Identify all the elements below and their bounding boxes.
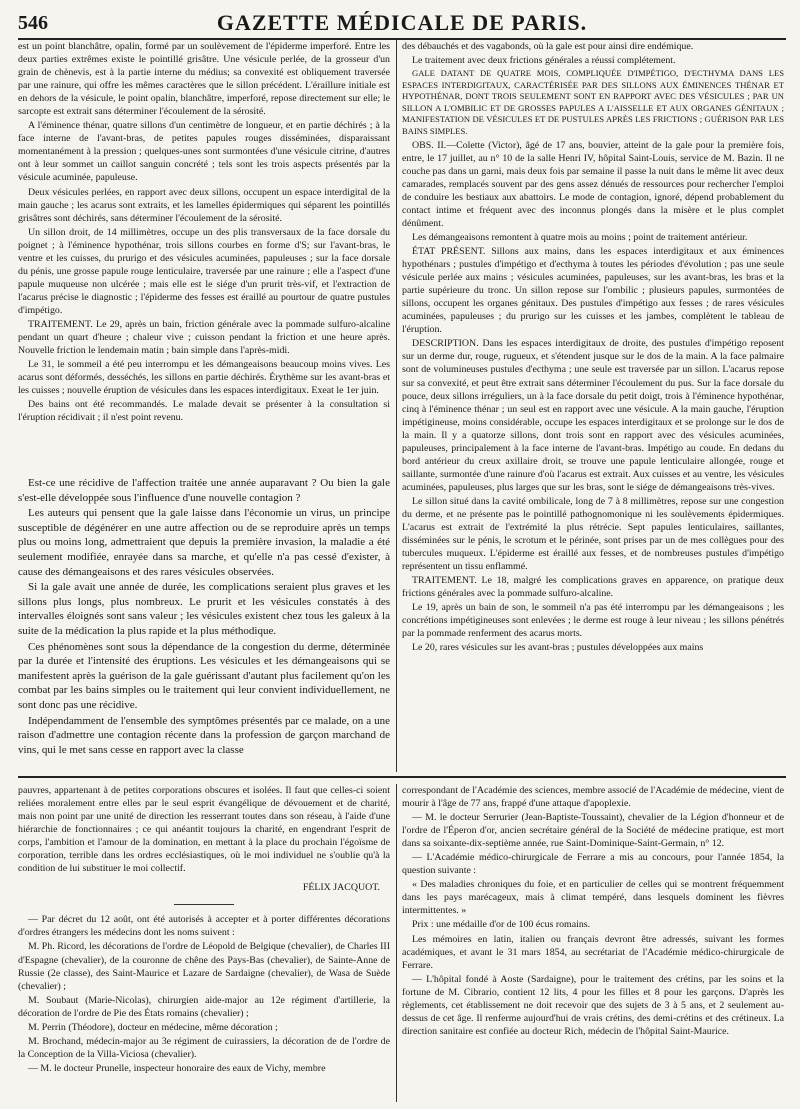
news-item: M. Perrin (Théodore), docteur en médecine, même décoration ; xyxy=(28,1021,278,1033)
paragraph: Un sillon droit, de 14 millimètres, occupe un des plis transversaux de la face dorsale du poignet ; à l'éminence hypothénar, trois sillons courbes en forme d'S; sur l'avant-bras, le ventre et les cuisses, du prurigo et des vésicules acuminées, papuleuses ; sur la face dorsale du pénis, une grosse papule rouge lenticulaire, traversée par une rainure ; elle a l'aspect d'une papule muqueuse non ulcérée ; mais elle est le siége d'un prurit très-vif, et l'extraction de l'acarus précise le diagnostic ; l'épiderme des fesses est éraillé au pourtour de quatre pustules d'impétigo. xyxy=(18,226,390,316)
column-divider xyxy=(396,784,397,1102)
column-divider xyxy=(396,40,397,772)
news-item: — L'hôpital fondé à Aoste (Sardaigne), pour le traitement des crétins, par les soins et la fortune de M. Cibrario, contient 12 lits, 4 pour les filles et 8 pour les garçons. D'après les règlements, cet établissement ne doit recevoir que des sujets de 3 à 5 ans, et 2 seulement au-dessus de cet âge. Il renferme aujourd'hui de vrais crétins, des demi-crétins et des crétineux. La direction sanitaire est confiée au docteur Rich, médecin de l'hôpital Saint-Maurice. xyxy=(402,973,784,1037)
paragraph: Le 19, après un bain de son, le sommeil n'a pas été interrompu par les démangeaisons ; les concrétions impétigineuses sont enlevées ; le derme est rouge à leur niveau ; les sillons pénétrés par la pommade renferment des acarus morts. xyxy=(402,602,784,640)
bottom-right-column xyxy=(402,784,784,1104)
paragraph: Indépendamment de l'ensemble des symptômes présentés par ce malade, on a une raison d'admettre une contagion récente dans la profession de garçon marchand de vins, qui le met sans cesse en rapport avec la classe xyxy=(18,714,390,756)
paragraph-observation: OBS. II.—Colette (Victor), âgé de 17 ans, bouvier, atteint de la gale pour la première fois, entre, le 17 juillet, au n° 10 de la salle Henri IV, hôpital Saint-Louis, service de M. Bazin. Il ne couche pas dans un garni, mais deux fois par semaine il passe la nuit dans le même lit avec deux camarades, remplacés souvent par des gens assez dénués de ressources pour rechercher l'emploi de conduire les bestiaux aux abattoirs. Le mode de contagion, ignoré, dépend probablement du contact intime et fréquent avec des inconnus plongés dans la misère et le plus complet dénûment. xyxy=(402,139,784,229)
paragraph: Deux vésicules perlées, en rapport avec deux sillons, occupent un espace interdigital de la main gauche ; les acarus sont extraits, et les lamelles épidermiques qui séparent les pointillés grisâtres sont déchirés, sans déterminer l'écoulement de la sérosité. xyxy=(18,186,390,224)
page-number: 546 xyxy=(18,12,48,34)
news-item: Les mémoires en latin, italien ou français devront être adressés, suivant les formes académiques, et avant le 31 mars 1854, au secrétariat de l'Académie médico-chirurgicale de Ferrare. xyxy=(402,933,784,971)
section-divider xyxy=(18,776,786,778)
paragraph-treatment: TRAITEMENT. Le 18, malgré les complications graves en apparence, on pratique deux frictions générales avec la pommade sulfuro-alcaline. xyxy=(402,575,784,600)
news-item: M. Ph. Ricord, les décorations de l'ordre de Léopold de Belgique (chevalier), de Charles III d'Espagne (chevalier), de la couronne de chêne des Pays-Bas (chevalier), de Sainte-Anne de Russie (2e classe), des Saint-Maurice et Lazare de Sardaigne (chevalier), de Wasa de Suède (chevalier) ; xyxy=(18,941,390,992)
discussion-column xyxy=(18,476,390,768)
news-item: — Par décret du 12 août, ont été autorisés à accepter et à porter différentes décorations d'ordres étrangers les médecins dont les noms suivent : xyxy=(18,914,390,939)
quotation: « Des maladies chroniques du foie, et en particulier de celles qui se montrent fréquemment dans les pays marécageux, mais à climat tempéré, dans lesquels dominent les fièvres intermittentes. » xyxy=(402,879,784,917)
news-item: M. Brochand, médecin-major au 3e régiment de cuirassiers, la décoration de de l'ordre de la Conception de la Villa-Viciosa (chevalier). xyxy=(18,1035,390,1060)
paragraph: Les démangeaisons remontent à quatre mois au moins ; point de traitement antérieur. xyxy=(412,231,748,243)
paragraph: A l'éminence thénar, quatre sillons d'un centimètre de longueur, et en partie déchirés ; à la face interne de l'avant-bras, de petites papules rouges disséminées, disparaissant momentanément à la pression ; quelques-unes sont surmontées d'une vésicule citrine, d'autres ont à leur sommet un caillot sanguin concrété ; tels sont les trois aspects présentés par la vésicule acuminée, papuleuse. xyxy=(18,120,390,184)
paragraph-present-state: ÉTAT PRÉSENT. Sillons aux mains, dans les espaces interdigitaux et aux éminences hypothénars ; pustules d'impétigo et d'ecthyma à toutes les périodes d'évolution ; pas une seule vésicule perlée aux mains ; vésicules acuminées, papuleuses, sur les avant-bras, les bras et la partie supérieure du tronc. Un sillon repose sur l'ombilic ; plusieurs papules, surmontées de sillons, occupent les organes génitaux. Des pustules d'impétigo aux fesses ; de rares vésicules acuminées, papuleuses ; du prurigo sur les cuisses et les jambes, complètent le tableau de l'éruption. xyxy=(402,246,784,336)
paragraph: Le sillon situé dans la cavité ombilicale, long de 7 à 8 millimètres, repose sur une congestion du derme, et ne présente pas le pointillé pathognomonique ni les soulèvements épidermiques. L'acarus est extrait de l'extrémité la plus rétrécie. Sept papules lenticulaires, saillantes, disséminées sur le pénis, le scrotum et le périnée, sont prises par un de mes collègues pour des tubercules muqueux. L'épiderme est éraillé aux fesses, et de nombreuses pustules d'impétigo représentent un tissu enflammé. xyxy=(402,495,784,573)
separator-rule xyxy=(174,904,234,905)
top-left-column xyxy=(18,40,390,472)
news-item: — M. le docteur Prunelle, inspecteur honoraire des eaux de Vichy, membre xyxy=(28,1062,326,1074)
page-header xyxy=(18,4,786,40)
paragraph: pauvres, appartenant à de petites corporations obscures et isolées. Il faut que celles-ci soient reliées moralement entre elles par le seul esprit évangélique de dévouement et de charité, mais non point par une unité de direction les resserrant toutes dans son réseau, à l'aide d'une hiérarchie de fonctionnaires ; ce qui anéantit toujours la charité, en engendrant l'esprit de corps, l'ambition et l'amour de la domination, en mettant à la place du prochain l'égoïsme de corporation, terrible dans les ordres ecclésiastiques, où le moi individuel ne s'oublie qu'à la condition de lui substituer le moi collectif. xyxy=(18,785,390,875)
paragraph: Le 31, le sommeil a été peu interrompu et les démangeaisons beaucoup moins vives. Les acarus sont déformés, desséchés, les sillons en partie déchirés. Érythème sur les avant-bras et les cuisses ; nouvelle éruption de vésicules dans les espaces interdigitaux. Exeat le 1er juin. xyxy=(18,359,390,397)
author-signature: FÉLIX JACQUOT. xyxy=(302,882,380,894)
case-summary: GALE DATANT DE QUATRE MOIS, COMPLIQUÉE D'IMPÉTIGO, D'ECTHYMA DANS LES ESPACES INTERDIGITAUX, CARACTÉRISÉE PAR DES SILLONS AUX ÉMINENCES THÉNAR ET HYPOTHÉNAR, DONT TROIS SEULEMENT SONT EN RAPPORT AVEC DES VÉSICULES ; PAR UN SILLON A L'OMBILIC ET DE GROSSES PAPULES A L'AISSELLE ET AUX ORGANES GÉNITAUX ; MANIFESTATION DE VÉSICULES ET DE PUSTULES APRÈS LES FRICTIONS ; GUÉRISON PAR LES BAINS SIMPLES. xyxy=(402,68,784,137)
paragraph-description: DESCRIPTION. Dans les espaces interdigitaux de droite, des pustules d'impétigo reposent sur un derme dur, rouge, rugueux, et s'étendent jusque sur le dos de la main. A la face palmaire sont de volumineuses pustules d'ecthyma ; une seule est traversée par un sillon. L'acarus repose sur sa convexité, et peut être extrait sans déterminer l'écoulement du pus. Sur la face dorsale du pouce, deux sillons irréguliers, un à la face dorsale du petit doigt, trois à l'éminence hypothénar, cinq à l'éminence thénar ; un seul est en rapport avec une vésicule. A la main gauche, l'éruption impétigineuse, moins considérable, occupe les espaces interdigitaux et se prolonge sur le dos de la main. Il y a quatorze sillons, dont trois sont en rapport avec des vésicules acuminées, papuleuses, principalement à la face interne de l'avant-bras. Impétigo au coude. En dedans du bord antérieur du creux axillaire droit, se trouve une papule lenticulaire allongée, rouge et saillante, surmontée d'une rainure d'où l'acarus est extrait. Aux cuisses et au ventre, les vésicules acuminées, papuleuses, plus larges que sur les bras, sont le siége de démangeaisons très-vives. xyxy=(402,338,784,493)
news-item: M. Soubaut (Marie-Nicolas), chirurgien aide-major au 12e régiment d'artillerie, la décoration de l'ordre de Pie des États romains (chevalier) ; xyxy=(18,994,390,1019)
bottom-left-column xyxy=(18,784,390,1104)
paragraph: Le traitement avec deux frictions générales a réussi complétement. xyxy=(412,55,676,67)
news-item: Prix : une médaille d'or de 100 écus romains. xyxy=(412,919,591,931)
paragraph: Le 20, rares vésicules sur les avant-bras ; pustules développées aux mains xyxy=(412,642,704,654)
paragraph: Si la gale avait une année de durée, les complications seraient plus graves et les sillons plus longs, plus nombreux. Le prurit et les vésicules constatés à des intervalles éloignés sont sans valeur ; les vésicules existent chez tous les galeux à la suite de la médication la plus rapide et la plus méthodique. xyxy=(18,581,390,637)
running-title: GAZETTE MÉDICALE DE PARIS. xyxy=(216,10,588,35)
news-item: — M. le docteur Serrurier (Jean-Baptiste-Toussaint), chevalier de la Légion d'honneur et de l'ordre de l'Éperon d'or, ancien secrétaire général de la Société de médecine pratique, est mort dans sa soixante-dix-septième année, rue Saint-Dominique-Saint-Germain, n° 12. xyxy=(402,812,784,850)
paragraph: des débauchés et des vagabonds, où la gale est pour ainsi dire endémique. xyxy=(402,41,694,52)
top-right-column xyxy=(402,40,784,772)
news-item: correspondant de l'Académie des sciences, membre associé de l'Académie de médecine, vient de mourir à l'âge de 77 ans, frappé d'une attaque d'apoplexie. xyxy=(402,785,784,810)
news-item: — L'Académie médico-chirurgicale de Ferrare a mis au concours, pour l'année 1854, la question suivante : xyxy=(402,852,784,877)
paragraph-treatment: TRAITEMENT. Le 29, après un bain, friction générale avec la pommade sulfuro-alcaline pendant un quart d'heure ; chaleur vive ; cuisson pendant la friction et une heure après. Nouvelle friction le lendemain matin ; bain simple dans l'après-midi. xyxy=(18,318,390,357)
paragraph: Ces phénomènes sont sous la dépendance de la congestion du derme, déterminée par la durée et l'intensité des éruptions. Les vésicules et les démangeaisons qui se manifestent après la guérison de la gale guérissant d'autant plus facilement qu'on les combat par les bains simples ou le traitement qui leur convient individuellement, ne sont donc pas une récidive. xyxy=(18,640,390,711)
paragraph: Est-ce une récidive de l'affection traitée une année auparavant ? Ou bien la gale s'est-elle développée sous l'influence d'une nouvelle contagion ? xyxy=(18,477,390,504)
paragraph: Les auteurs qui pensent que la gale laisse dans l'économie un virus, un principe susceptible de dégénérer en une autre affection ou de se reproduire après un temps plus ou moins long, admettraient que depuis la première invasion, la maladie a été seulement modifiée, enrayée dans sa marche, et qu'elle n'a pas cessé d'exister, à cause des démangeaisons et des rares vésicules observées. xyxy=(18,507,390,578)
paragraph: est un point blanchâtre, opalin, formé par un soulèvement de l'épiderme imperforé. Entre les deux parties extrêmes existe le pointillé grisâtre. Une vésicule perlée, de la grosseur d'un grain de chènevis, est à la partie interne du médius; sa convexité est obliquement traversée par une rainure, qui offre les mêmes caractères que le sillon précédent. L'éraillure initiale est en dehors de la vésicule, le point opalin, blanchâtre, imperforé, repose directement sur elle; le sarcopte est extrait sans déterminer l'écoulement de la sérosité. xyxy=(18,41,390,118)
paragraph: Des bains ont été recommandés. Le malade devait se présenter à la consultation si l'éruption récidivait ; il n'est point revenu. xyxy=(18,399,390,424)
